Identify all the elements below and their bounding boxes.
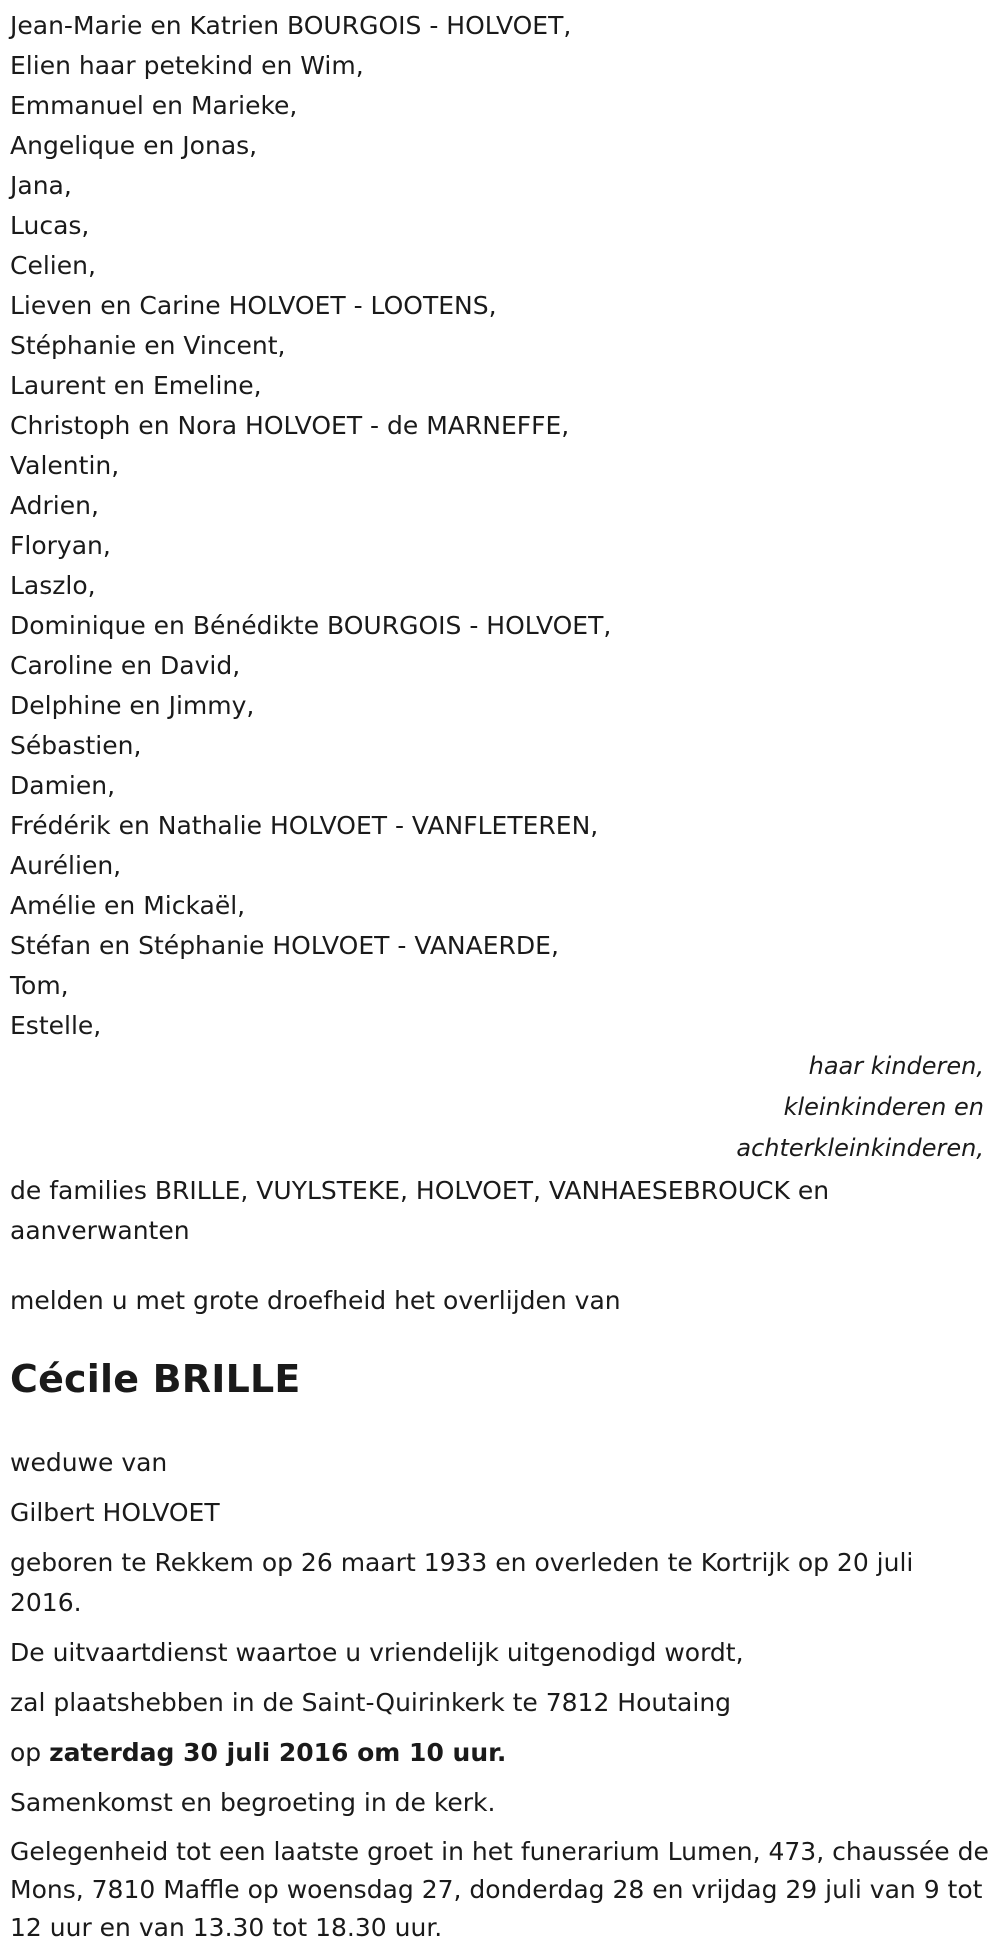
mourner-line: Estelle, [10,1011,102,1040]
widow-of-label: weduwe van [10,1448,168,1477]
mourner-line: Elien haar petekind en Wim, [10,51,364,80]
mourner-line: Stéphanie en Vincent, [10,331,286,360]
mourner-line: Emmanuel en Marieke, [10,91,298,120]
visitation-text: Gelegenheid tot een laatste groet in het funerarium Lumen, 473, chaussée de Mons, 7810 Maffle op woensdag 27, donderdag 28 en vrijdag 29 juli van 9 tot 12 uur en van 13.30 tot 18.30 uur. [10,1837,989,1942]
mourner-line: Frédérik en Nathalie HOLVOET - VANFLETEREN, [10,811,599,840]
mourner-line: Lieven en Carine HOLVOET - LOOTENS, [10,291,497,320]
mourner-line: Angelique en Jonas, [10,131,258,160]
relation-line-children: haar kinderen, [808,1052,984,1080]
service-location: zal plaatshebben in de Saint-Quirinkerk te 7812 Houtaing [10,1688,732,1717]
service-date [10,1733,990,1773]
mourner-line: Valentin, [10,451,120,480]
mourner-line: Sébastien, [10,731,142,760]
relation-line-grandchildren: kleinkinderen en [783,1093,984,1121]
mourner-line: Laurent en Emeline, [10,371,262,400]
mourner-line: Amélie en Mickaël, [10,891,246,920]
mourner-line: Jana, [10,171,72,200]
mourner-line: Delphine en Jimmy, [10,691,255,720]
mourner-line: Damien, [10,771,116,800]
mourner-line: Tom, [10,971,69,1000]
service-date-bold: zaterdag 30 juli 2016 om 10 uur. [49,1738,507,1767]
mourner-line: Jean-Marie en Katrien BOURGOIS - HOLVOET, [10,11,572,40]
mourner-line: Celien, [10,251,96,280]
spouse-name: Gilbert HOLVOET [10,1498,220,1527]
gathering-text: Samenkomst en begroeting in de kerk. [10,1788,496,1817]
mourner-line: Adrien, [10,491,99,520]
mourner-line: Lucas, [10,211,90,240]
mourner-line: Aurélien, [10,851,122,880]
mourner-line: Stéfan en Stéphanie HOLVOET - VANAERDE, [10,931,559,960]
service-date-prefix: op [10,1738,50,1767]
relation-caption [10,1046,990,1169]
mourners-list [10,6,990,1046]
mourner-line: Christoph en Nora HOLVOET - de MARNEFFE, [10,411,570,440]
mourner-line: Dominique en Bénédikte BOURGOIS - HOLVOET, [10,611,612,640]
deceased-name: Cécile BRILLE [10,1357,301,1401]
relation-line-great-grandchildren: achterkleinkinderen, [736,1134,984,1162]
mourner-line: Laszlo, [10,571,96,600]
mourner-line: Caroline en David, [10,651,241,680]
announcement-text: melden u met grote droefheid het overlijden van [10,1286,621,1315]
birth-death-text: geboren te Rekkem op 26 maart 1933 en overleden te Kortrijk op 20 juli 2016. [10,1548,914,1617]
families-text: de families BRILLE, VUYLSTEKE, HOLVOET, VANHAESEBROUCK en aanverwanten [10,1176,830,1245]
invitation-text: De uitvaartdienst waartoe u vriendelijk uitgenodigd wordt, [10,1638,744,1667]
mourner-line: Floryan, [10,531,111,560]
